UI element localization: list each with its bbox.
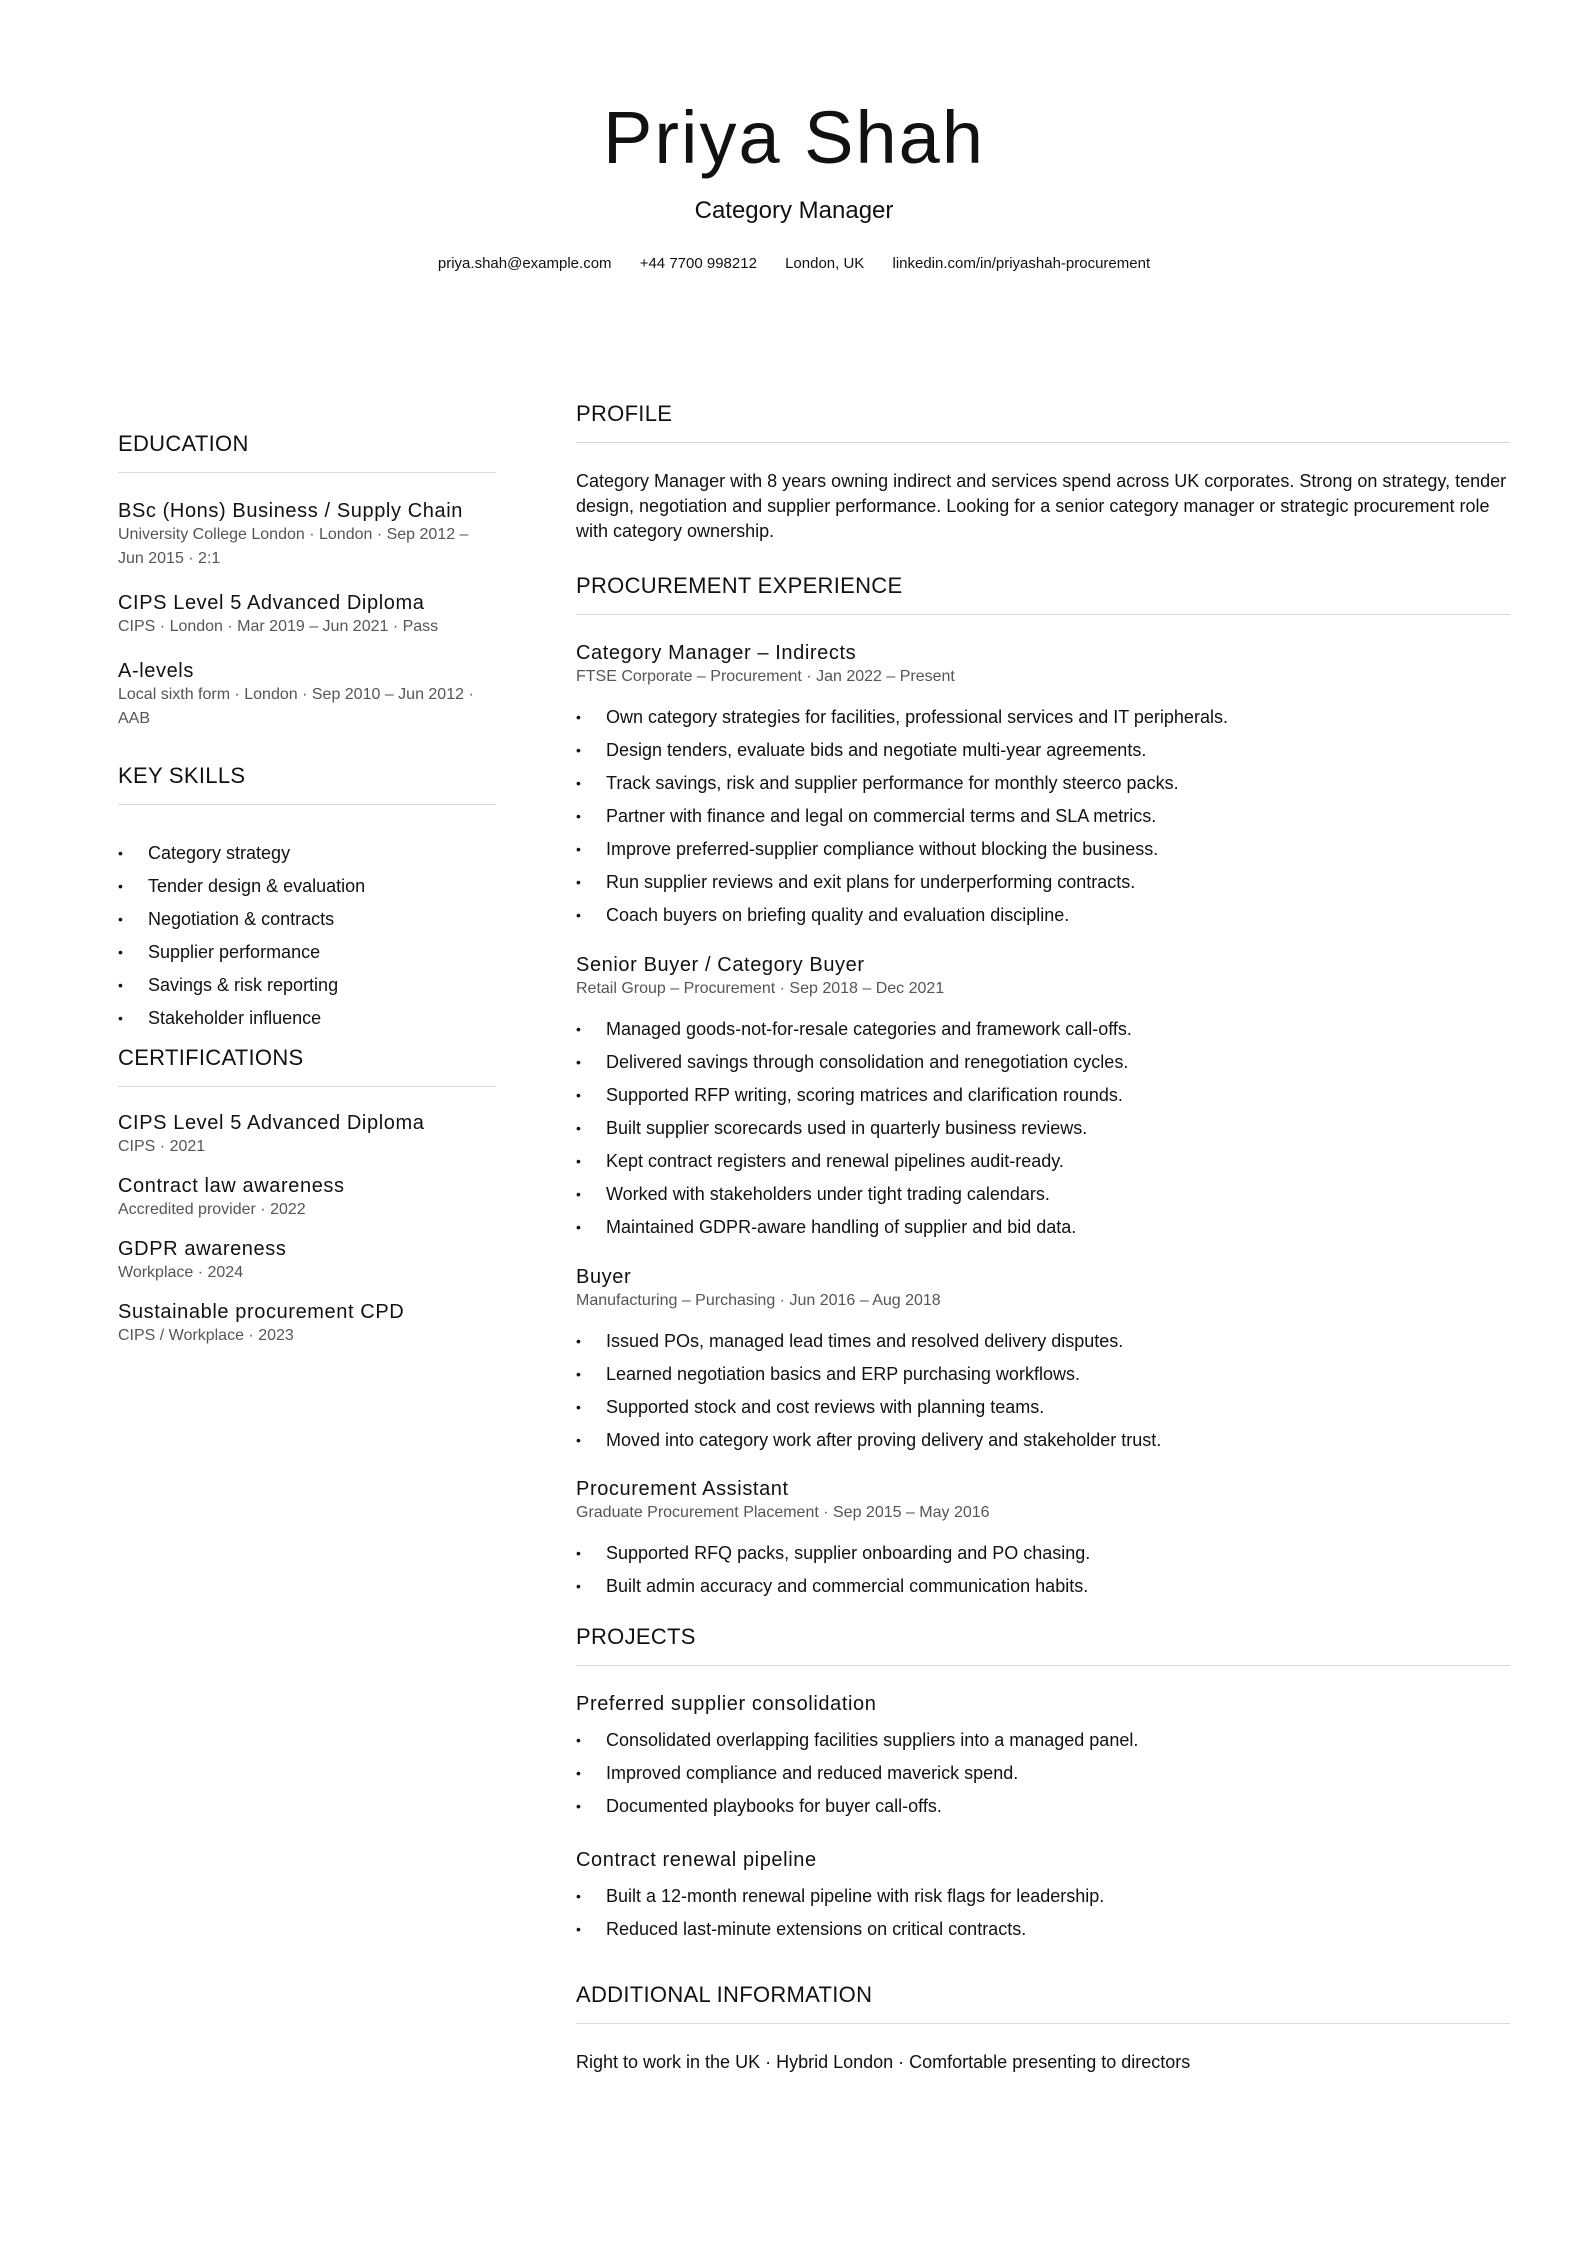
job-bullet: • Worked with stakeholders under tight trading calendars. (576, 1178, 1510, 1211)
candidate-name: Priya Shah (603, 96, 985, 179)
education-item (118, 591, 496, 639)
job-bullet: • Built admin accuracy and commercial communication habits. (576, 1570, 1510, 1603)
additional-text: Right to work in the UK · Hybrid London · Comfortable presenting to directors (576, 2052, 1191, 2072)
job-title: Procurement Assistant (576, 1478, 789, 1500)
job-meta: FTSE Corporate – Procurement · Jan 2022 – Present (576, 668, 955, 685)
job-bullet: • Improve preferred-supplier compliance without blocking the business. (576, 833, 1510, 866)
project-bullet: • Built a 12-month renewal pipeline with risk flags for leadership. (576, 1880, 1510, 1913)
skill-item: • Stakeholder influence (118, 1002, 496, 1035)
additional-heading: ADDITIONAL INFORMATION (576, 1981, 1510, 2024)
job-title: Category Manager – Indirects (576, 642, 857, 664)
skill-item: • Tender design & evaluation (118, 870, 496, 903)
candidate-title: Category Manager (694, 197, 894, 224)
project-bullet: • Improved compliance and reduced maverick spend. (576, 1757, 1510, 1790)
job-bullet: • Supported RFP writing, scoring matrices and clarification rounds. (576, 1079, 1510, 1112)
project-bullets (576, 1880, 1510, 1946)
right-column (576, 400, 1510, 2075)
job-bullet: • Maintained GDPR-aware handling of supplier and bid data. (576, 1211, 1510, 1244)
experience-heading: PROCUREMENT EXPERIENCE (576, 572, 1510, 615)
project-bullet: • Reduced last-minute extensions on critical contracts. (576, 1913, 1510, 1946)
projects-heading: PROJECTS (576, 1623, 1510, 1666)
contact-linkedin: linkedin.com/in/priyashah-procurement (892, 255, 1151, 272)
job-bullet: • Kept contract registers and renewal pipelines audit-ready. (576, 1145, 1510, 1178)
job-bullet: • Delivered savings through consolidation and renegotiation cycles. (576, 1046, 1510, 1079)
education-details: Local sixth form · London · Sep 2010 – Jun 2012 · AAB (118, 686, 474, 727)
job-bullet: • Built supplier scorecards used in quarterly business reviews. (576, 1112, 1510, 1145)
job-bullet: • Supported stock and cost reviews with planning teams. (576, 1391, 1510, 1424)
certification-title: GDPR awareness (118, 1238, 287, 1260)
job-meta: Graduate Procurement Placement · Sep 2015 – May 2016 (576, 1504, 990, 1521)
education-item (118, 499, 496, 571)
certifications-heading: CERTIFICATIONS (118, 1044, 496, 1087)
education-details: University College London · London · Sep 2012 – Jun 2015 · 2:1 (118, 526, 469, 567)
skills-heading: KEY SKILLS (118, 762, 496, 805)
project-bullet: • Documented playbooks for buyer call-offs. (576, 1790, 1510, 1823)
contact-email: priya.shah@example.com (437, 255, 612, 272)
job-entry (576, 641, 1510, 953)
job-bullets (576, 1013, 1510, 1244)
education-title: BSc (Hons) Business / Supply Chain (118, 500, 463, 522)
project-title: Contract renewal pipeline (576, 1849, 817, 1871)
job-bullet: • Learned negotiation basics and ERP purchasing workflows. (576, 1358, 1510, 1391)
job-bullet: • Own category strategies for facilities, professional services and IT peripherals. (576, 701, 1510, 734)
certification-title: Sustainable procurement CPD (118, 1301, 405, 1323)
left-column (118, 430, 496, 1348)
skill-item: • Supplier performance (118, 936, 496, 969)
certification-title: Contract law awareness (118, 1175, 345, 1197)
job-entry (576, 1477, 1510, 1623)
certification-details: CIPS · 2021 (118, 1138, 206, 1155)
skill-item: • Savings & risk reporting (118, 969, 496, 1002)
education-title: A-levels (118, 660, 194, 682)
project-bullet: • Consolidated overlapping facilities suppliers into a managed panel. (576, 1724, 1510, 1757)
skill-item: • Category strategy (118, 837, 496, 870)
project-bullets (576, 1724, 1510, 1823)
job-bullet: • Moved into category work after proving delivery and stakeholder trust. (576, 1424, 1510, 1457)
education-item (118, 659, 496, 731)
certification-details: Accredited provider · 2022 (118, 1201, 306, 1218)
job-entry (576, 953, 1510, 1265)
contact-location: London, UK (785, 255, 865, 272)
job-title: Senior Buyer / Category Buyer (576, 954, 865, 976)
certification-details: Workplace · 2024 (118, 1264, 244, 1281)
skills-list (118, 837, 496, 1035)
certifications-section (118, 1044, 496, 1348)
contact-phone: +44 7700 998212 (639, 255, 757, 272)
profile-heading: PROFILE (576, 400, 1510, 443)
contact-line (0, 254, 1588, 274)
additional-section (576, 1981, 1510, 2075)
job-bullet: • Track savings, risk and supplier performance for monthly steerco packs. (576, 767, 1510, 800)
experience-section (576, 572, 1510, 1623)
job-title: Buyer (576, 1266, 632, 1288)
job-bullet: • Partner with finance and legal on commercial terms and SLA metrics. (576, 800, 1510, 833)
job-bullets (576, 701, 1510, 932)
certification-item (118, 1174, 496, 1222)
education-heading: EDUCATION (118, 430, 496, 473)
project-item (576, 1848, 1510, 1946)
profile-section (576, 400, 1510, 572)
projects-section (576, 1623, 1510, 1981)
project-title: Preferred supplier consolidation (576, 1693, 877, 1715)
job-bullets (576, 1537, 1510, 1603)
project-item (576, 1692, 1510, 1848)
job-meta: Manufacturing – Purchasing · Jun 2016 – Aug 2018 (576, 1292, 941, 1309)
certification-title: CIPS Level 5 Advanced Diploma (118, 1112, 425, 1134)
skill-item: • Negotiation & contracts (118, 903, 496, 936)
profile-text: Category Manager with 8 years owning indirect and services spend across UK corporates. Strong on strategy, tender design, negotiation and supplier performance. Looking for a senior category manager or strategic procurement role with category ownership. (576, 471, 1507, 541)
job-bullet: • Managed goods-not-for-resale categories and framework call-offs. (576, 1013, 1510, 1046)
job-bullet: • Coach buyers on briefing quality and evaluation discipline. (576, 899, 1510, 932)
education-section (118, 430, 496, 762)
job-bullet: • Run supplier reviews and exit plans for underperforming contracts. (576, 866, 1510, 899)
certification-item (118, 1300, 496, 1348)
job-bullet: • Issued POs, managed lead times and resolved delivery disputes. (576, 1325, 1510, 1358)
certification-item (118, 1111, 496, 1159)
job-meta: Retail Group – Procurement · Sep 2018 – Dec 2021 (576, 980, 945, 997)
education-title: CIPS Level 5 Advanced Diploma (118, 592, 425, 614)
certification-item (118, 1237, 496, 1285)
job-entry (576, 1265, 1510, 1477)
skills-section (118, 762, 496, 1044)
job-bullets (576, 1325, 1510, 1457)
job-bullet: • Design tenders, evaluate bids and negotiate multi-year agreements. (576, 734, 1510, 767)
job-bullet: • Supported RFQ packs, supplier onboarding and PO chasing. (576, 1537, 1510, 1570)
education-details: CIPS · London · Mar 2019 – Jun 2021 · Pass (118, 618, 439, 635)
certification-details: CIPS / Workplace · 2023 (118, 1327, 294, 1344)
